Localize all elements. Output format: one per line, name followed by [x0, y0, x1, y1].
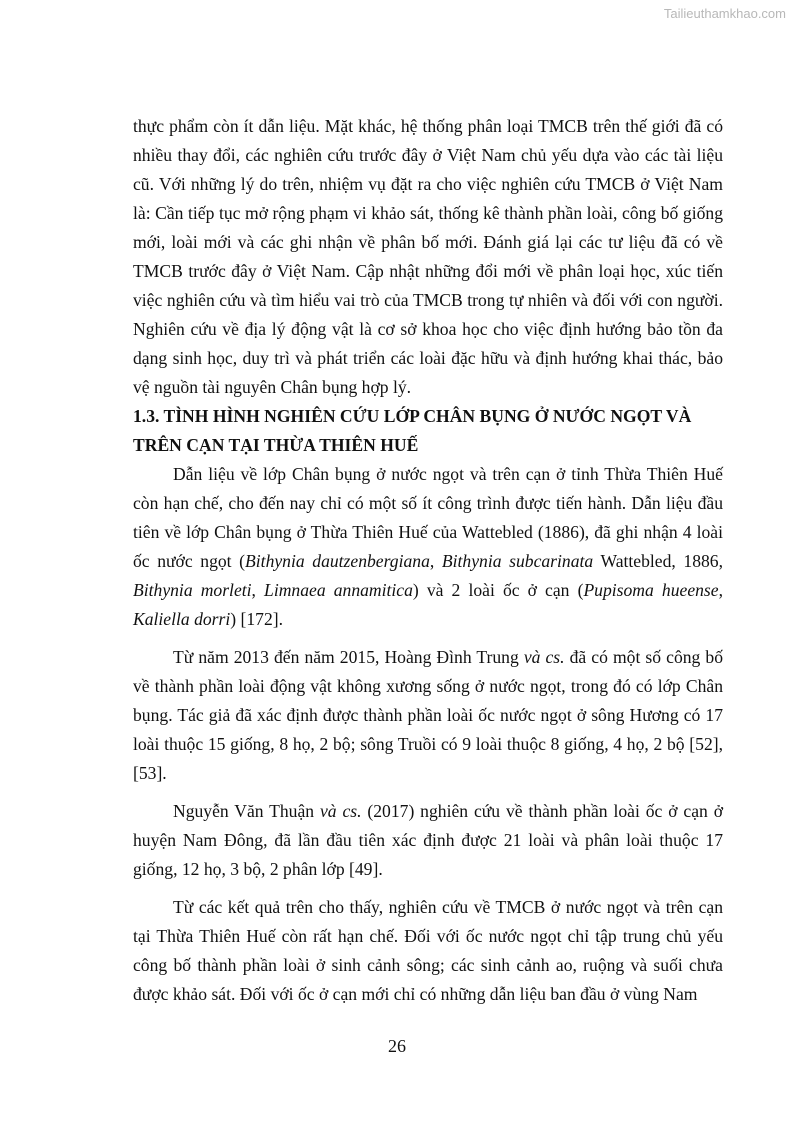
paragraph-wattebled [133, 460, 723, 634]
text-run: (2017) nghiên cứu về thành phần loài ốc ở cạn ở huyện Nam Đông, đã lần đầu tiên xác định được 21 loài và phân loài thuộc 17 giống, 12 họ, 3 bộ, 2 phân lớp [49]. [133, 801, 724, 879]
species-name: Bithynia subcarinata [441, 551, 594, 571]
page-body [133, 112, 723, 1009]
text-run: đã có một số công bố về thành phần loài động vật không xương sống ở nước ngọt, trong đó có lớp Chân bụng. Tác giả đã xác định được thành phần loài ốc nước ngọt ở sông Hương có 17 loài thuộc 15 giống, 8 họ, 2 bộ; sông Truồi có 9 loài thuộc 8 giống, 4 họ, 2 bộ [52], [53]. [133, 647, 723, 783]
species-name: Bithynia morleti [133, 580, 252, 600]
text-run: , [251, 580, 265, 600]
species-name: Bithynia dautzenbergiana [245, 551, 430, 571]
page-number: 26 [388, 1036, 406, 1056]
text-run: , [718, 580, 723, 600]
section-heading: 1.3. TÌNH HÌNH NGHIÊN CỨU LỚP CHÂN BỤNG Ở NƯỚC NGỌT VÀ TRÊN CẠN TẠI THỪA THIÊN HUẾ [133, 406, 692, 455]
species-name: Pupisoma hueense [583, 580, 719, 600]
text-run: Wattebled, 1886, [593, 551, 723, 571]
text-run: ) và 2 loài ốc ở cạn ( [412, 580, 584, 600]
text-run: , [429, 551, 442, 571]
text-run: Nguyễn Văn Thuận [173, 801, 320, 821]
paragraph-conclusion: Từ các kết quả trên cho thấy, nghiên cứu về TMCB ở nước ngọt và trên cạn tại Thừa Thiên Huế còn rất hạn chế. Đối với ốc nước ngọt chỉ tập trung chủ yếu công bố thành phần loài ở sinh cảnh sông; các sinh cảnh ao, ruộng và suối chưa được khảo sát. Đối với ốc ở cạn mới chỉ có những dẫn liệu ban đầu ở vùng Nam [133, 897, 723, 1004]
species-name: Kaliella dorri [133, 609, 231, 629]
watermark: Tailieuthamkhao.com [663, 6, 786, 21]
text-run: Dẫn liệu về lớp Chân bụng ở nước ngọt và trên cạn ở tỉnh Thừa Thiên Huế còn hạn chế, cho đến nay chỉ có một số ít công trình được tiến hành. Dẫn liệu đầu tiên về lớp Chân bụng ở Thừa Thiên Huế của Wattebled (1886), đã ghi nhận 4 loài ốc nước ngọt ( [133, 464, 723, 571]
et-al: và cs. [319, 801, 362, 821]
et-al: và cs. [523, 647, 565, 667]
paragraph-hoang-dinh-trung [133, 643, 723, 788]
text-run: Từ năm 2013 đến năm 2015, Hoàng Đình Trung [173, 647, 524, 667]
text-run: ) [172]. [230, 609, 284, 629]
paragraph-continuation: thực phẩm còn ít dẫn liệu. Mặt khác, hệ thống phân loại TMCB trên thế giới đã có nhiều thay đổi, các nghiên cứu trước đây ở Việt Nam chủ yếu dựa vào các tài liệu cũ. Với những lý do trên, nhiệm vụ đặt ra cho việc nghiên cứu TMCB ở Việt Nam là: Cần tiếp tục mở rộng phạm vi khảo sát, thống kê thành phần loài, công bố giống mới, loài mới và các ghi nhận về phân bố mới. Đánh giá lại các tư liệu đã có về TMCB trước đây ở Việt Nam. Cập nhật những đổi mới về phân loại học, xúc tiến việc nghiên cứu và tìm hiểu vai trò của TMCB trong tự nhiên và đối với con người. Nghiên cứu về địa lý động vật là cơ sở khoa học cho việc định hướng bảo tồn đa dạng sinh học, duy trì và phát triển các loài đặc hữu và định hướng khai thác, bảo vệ nguồn tài nguyên Chân bụng hợp lý. [133, 116, 723, 397]
paragraph-nguyen-van-thuan [133, 797, 723, 884]
species-name: Limnaea annamitica [264, 580, 413, 600]
